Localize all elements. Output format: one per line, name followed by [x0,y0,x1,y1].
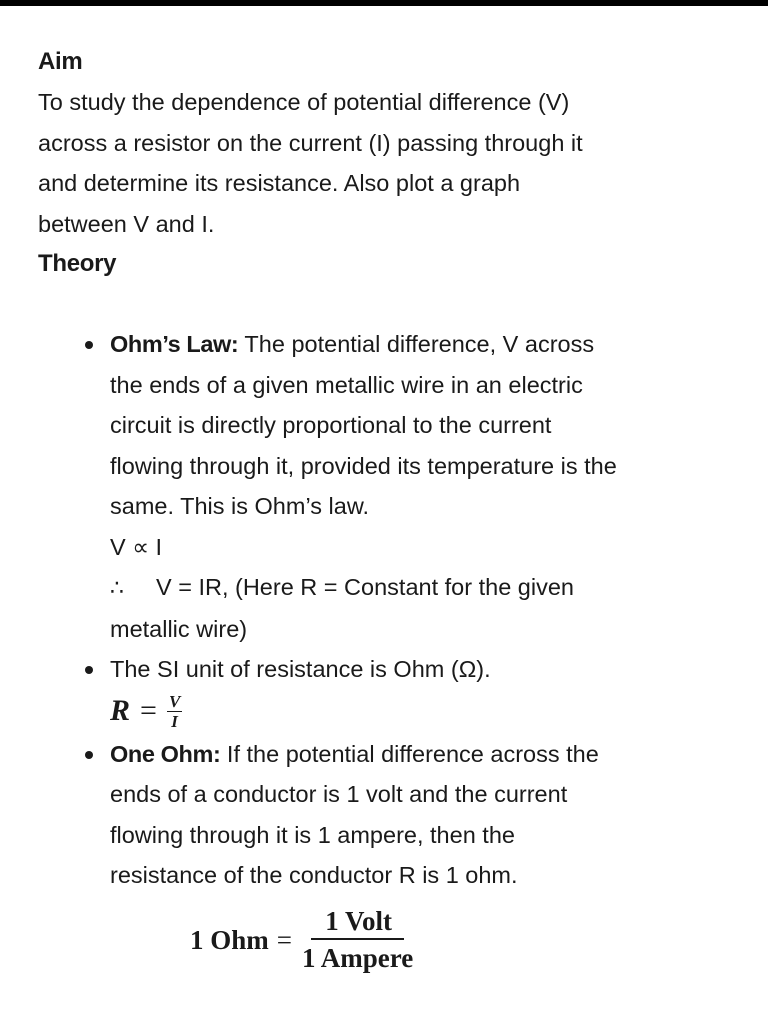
ohms-law-text: The potential difference, V across [238,331,595,357]
top-border [0,0,768,6]
ohms-law-line: same. This is Ohm’s law. [110,493,370,519]
formula-fraction [167,693,182,730]
aim-heading: Aim [38,48,83,75]
ohm-formula-lhs: 1 Ohm [190,924,269,955]
theory-heading: Theory [38,250,117,277]
bullet-icon [85,341,93,349]
ohms-relation-cont: metallic wire) [110,615,248,642]
ohm-formula-denominator: 1 Ampere [302,943,414,973]
list-item-ohms-law [38,324,738,649]
ohm-definition-formula [190,906,413,974]
theory-list [38,324,738,896]
ohms-law-line: circuit is directly proportional to the current [110,412,552,438]
resistance-formula [110,690,738,734]
aim-paragraph [38,82,738,244]
one-ohm-line: ends of a conductor is 1 volt and the current [110,781,568,807]
formula-lhs: R [110,694,131,728]
one-ohm-lead: One Ohm: [110,740,221,767]
formula-equals: = [140,694,157,728]
therefore-symbol: ∴ [110,575,124,600]
one-ohm-line: flowing through it is 1 ampere, then the [110,821,515,848]
ohms-relation: V = IR, (Here R = Constant for the given [156,574,574,600]
aim-line: To study the dependence of potential difference (V) [38,89,570,115]
list-item-si-unit [38,649,738,734]
ohm-formula-equals: = [276,924,292,955]
aim-line: between V and I. [38,210,215,237]
one-ohm-line: resistance of the conductor R is 1 ohm. [110,862,518,888]
document-body [38,42,738,896]
list-item-one-ohm [38,734,738,896]
bullet-icon [85,666,93,674]
ohms-law-lead: Ohm’s Law: [110,331,239,357]
formula-denominator: I [171,712,178,731]
ohms-law-line: flowing through it, provided its temperature is the [110,452,617,479]
proportional-relation: V ∝ I [110,533,163,560]
ohm-formula-fraction [302,906,413,974]
aim-line: and determine its resistance. Also plot a graph [38,170,521,196]
ohm-formula-numerator: 1 Volt [311,906,404,940]
ohms-law-line: the ends of a given metallic wire in an electric [110,371,583,398]
one-ohm-text: If the potential difference across the [220,740,599,767]
formula-numerator: V [168,692,181,711]
si-unit-text: The SI unit of resistance is Ohm (Ω). [110,656,491,682]
bullet-icon [85,751,93,759]
aim-line: across a resistor on the current (I) passing through it [38,129,583,156]
